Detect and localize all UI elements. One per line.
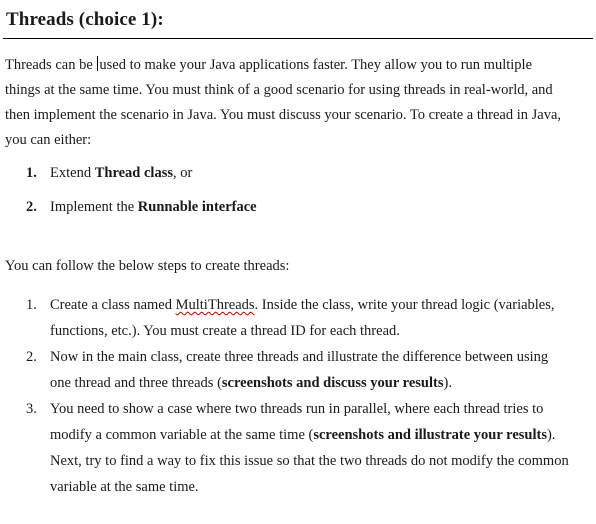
option-bold-text: Thread class	[94, 165, 173, 181]
steps-intro: You can follow the below steps to create threads:	[5, 258, 290, 274]
step-number: 2.	[26, 349, 37, 365]
step-text: You need to show a case where two threads run in parallel, where each thread tries to modify a common variable at the same time (screenshots and illustrate your results). Next, try to find a way to fix this issue so that the two threads do not modify the common variable at the same time.	[50, 401, 569, 495]
section-heading: Threads (choice 1):	[6, 9, 164, 30]
option-number: 1.	[26, 165, 37, 181]
step-text: Create a class named MultiThreads. Inside the class, write your thread logic (variables, functions, etc.). You must create a thread ID for each thread.	[50, 297, 555, 339]
step-number: 3.	[26, 401, 37, 417]
spellcheck-flagged-word[interactable]: MultiThreads	[175, 297, 255, 313]
option-bold-text: Runnable interface	[137, 199, 257, 215]
heading-underline	[3, 38, 593, 39]
option-number: 2.	[26, 199, 37, 215]
intro-text-rest: used to make your Java applications faster. They allow you to run multiple things at the same time. You must think of a good scenario for using threads in real-world, and then implement the scenario in Java. You must discuss your scenario. To create a thread in Java, you can either:	[5, 57, 562, 148]
option-text: Implement the Runnable interface	[50, 199, 257, 215]
step-text: Now in the main class, create three threads and illustrate the difference between using one thread and three threads (screenshots and discuss your results).	[50, 349, 549, 391]
intro-paragraph[interactable]	[5, 53, 565, 153]
step-bold-text: screenshots and illustrate your results	[313, 427, 547, 443]
step-bold-text: screenshots and discuss your results	[221, 375, 444, 391]
intro-text-start: Threads can be	[5, 57, 97, 73]
step-number: 1.	[26, 297, 37, 313]
option-text: Extend Thread class, or	[50, 165, 193, 181]
